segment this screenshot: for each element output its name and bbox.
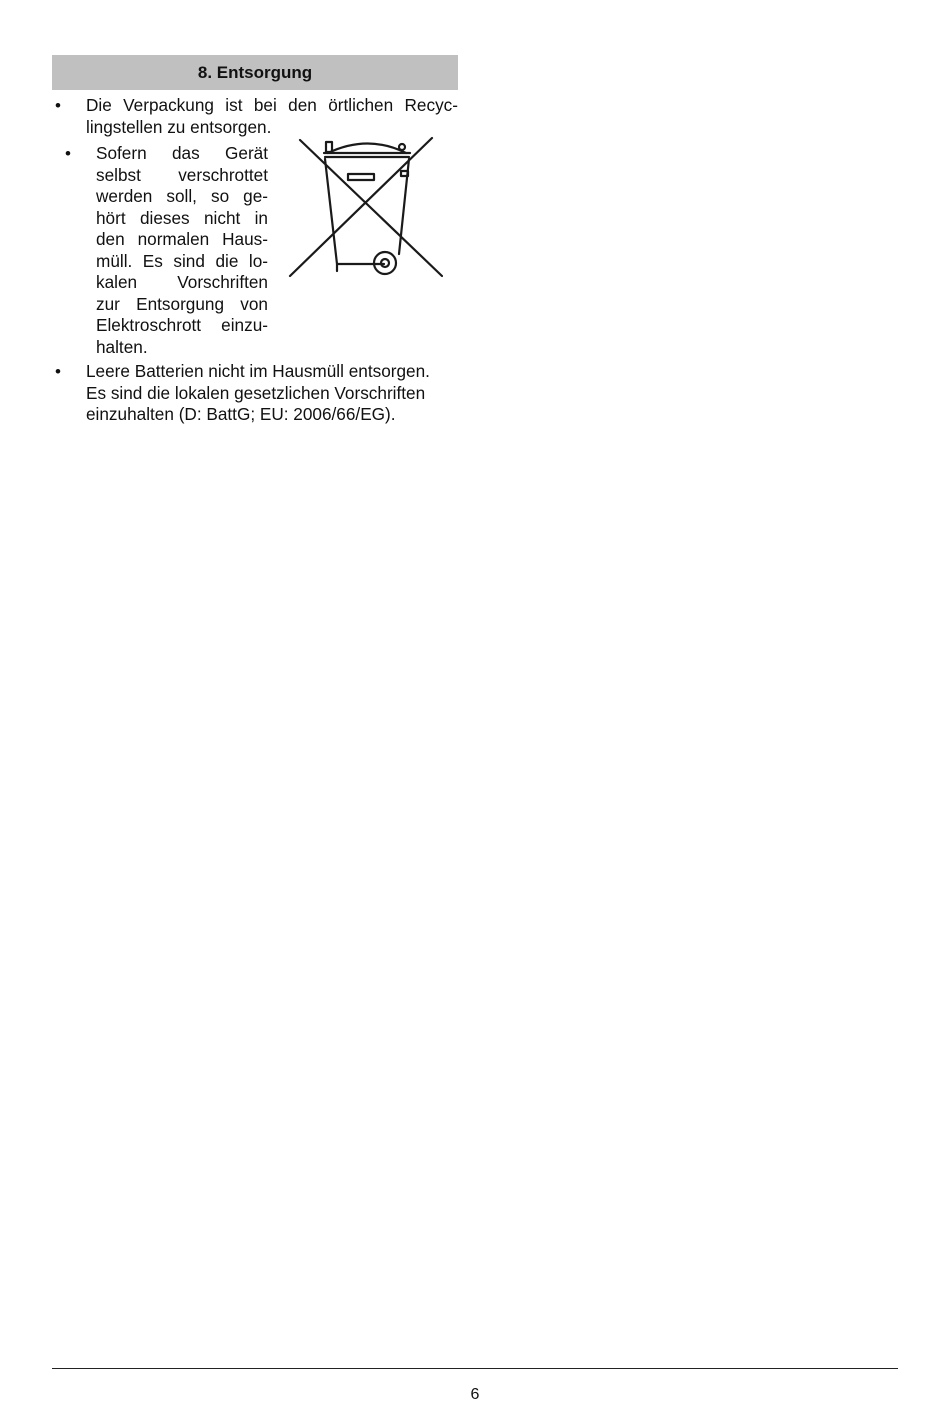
text-line: den normalen Haus-: [96, 229, 268, 249]
list-item-packaging: [52, 95, 458, 138]
list-item-text: [96, 143, 268, 358]
list-item-batteries: [52, 361, 458, 426]
text-line: hört dieses nicht in: [96, 207, 268, 228]
bullet: •: [55, 362, 61, 381]
text-line: Leere Batterien nicht im Hausmüll entsorgen.: [86, 361, 430, 381]
list-item-device-scrapping: [52, 143, 458, 357]
text-line: selbst verschrottet: [96, 164, 268, 185]
text-line: müll. Es sind die lo-: [96, 250, 268, 271]
text-line: kalen Vorschriften: [96, 272, 268, 292]
footer-divider: [52, 1368, 898, 1369]
section-heading: 8. Entsorgung: [52, 55, 458, 90]
bullet: •: [55, 96, 61, 115]
text-line: halten.: [96, 336, 148, 357]
page-number: 6: [470, 1386, 480, 1403]
text-line: einzuhalten (D: BattG; EU: 2006/66/EG).: [86, 404, 396, 424]
bullet: •: [65, 144, 71, 163]
text-line: Elektroschrott einzu-: [96, 315, 268, 335]
text-line: zur Entsorgung von: [96, 293, 268, 314]
disposal-section: [52, 55, 458, 426]
text-line: Sofern das Gerät: [96, 143, 268, 163]
text-line: Es sind die lokalen gesetzlichen Vorschriften: [86, 382, 426, 403]
crossed-out-wheelie-bin-icon: [288, 136, 443, 284]
text-line: werden soll, so ge-: [96, 186, 268, 206]
list-item-text: Die Verpackung ist bei den örtlichen Recyc-lingstellen zu entsorgen.: [86, 95, 458, 137]
